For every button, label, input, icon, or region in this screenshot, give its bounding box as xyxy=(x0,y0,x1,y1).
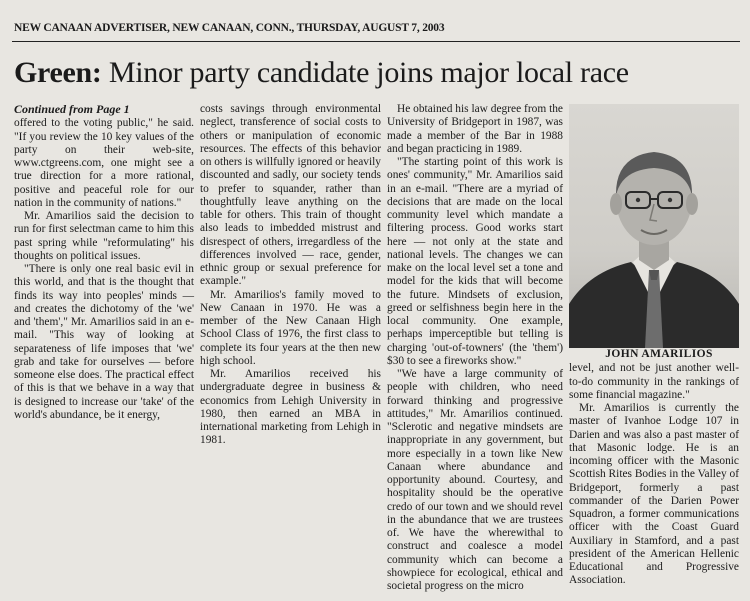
paragraph: Mr. Amarilios's family moved to New Canaan in 1970. He was a member of the New Canaan High School Class of 1976, the first class to complete its four years at the then new high school. xyxy=(200,288,381,367)
portrait-illustration xyxy=(569,104,739,348)
continued-from-label: Continued from Page 1 xyxy=(14,102,130,116)
dateline: NEW CANAAN ADVERTISER, NEW CANAAN, CONN., THURSDAY, AUGUST 7, 2003 xyxy=(14,22,445,34)
paragraph: He obtained his law degree from the University of Bridgeport in 1987, was made a member of the Bar in 1988 and began practicing in 1989. xyxy=(387,103,563,155)
headline-title: Minor party candidate joins major local race xyxy=(108,56,629,89)
header-rule xyxy=(12,41,740,42)
paragraph: Mr. Amarilios received his undergraduate degree in business & economics from Lehigh University in 1980, then earned an MBA in international marketing from Lehigh in 1981. xyxy=(200,368,381,447)
article-column-4 xyxy=(569,104,739,588)
portrait-photo xyxy=(569,104,739,348)
paragraph: costs savings through environmental neglect, transference of social costs to others or manipulation of economic resources. The effects of this behavior on others is willfully ignored or heavily discounted and sadly, our society tends to prefer to squander, rather than thoughtfully leave anything on the table for others. This train of thought also leads to imbedded mistrust and disrespect of others, irregardless of the differences involved — race, gender, ethnic group or sexual preference for example." xyxy=(200,103,381,288)
photo-caption: JOHN AMARILIOS xyxy=(605,348,713,360)
paragraph: Mr. Amarilios said the decision to run for first selectman came to him this past spring while "reformulating" his thoughts on political issues. xyxy=(14,210,194,262)
headline xyxy=(14,56,740,90)
article-column-2 xyxy=(200,103,381,448)
paragraph: "The starting point of this work is ones' community," Mr. Amarilios said in an e-mail. "There are a myriad of decisions that are made on the local community level which mandate a filtering process. Good works start here — not only at the state and national levels. The changes we can make on the local level set a tone and model for the kids that will become the future. Mindsets of exclusion, greed or selfishness begin here in the local community. One example, perhaps imperceptible but telling is charging 'out-of-towners' (the 'them') $30 to see a fireworks show." xyxy=(387,156,563,367)
paragraph: "We have a large community of people with children, who need forward thinking and progressive attitudes," Mr. Amarilios continued. "Sclerotic and negative mindsets are inappropriate in any government, but more especially in a town like New Canaan where abundance and opportunity abound. Courtesy, and hospitality should be the operative credo of our town and we should revel in the abundance that we are trustees of. We have the wherewithal to construct and coalesce a model community which can become a showpiece for ecological, ethical and societal progress on the micro xyxy=(387,368,563,592)
headline-kicker: Green: xyxy=(14,56,102,89)
paragraph: "There is only one real basic evil in this world, and that is the thought that finds its way into peoples' minds — and creates the dichotomy of the 'we' and 'them'," Mr. Amarilios said in an e-mail. "This way of looking at separateness of life imposes that 'we' grab and take for ourselves — before someone else does. The practical effect of this is that we behave in a way that is designed to increase our 'take' of the world's abundance, be it energy, xyxy=(14,263,194,421)
paragraph: offered to the voting public," he said. "If you review the 10 key values of the party on their web-site, www.ctgreens.com, one might see a true direction for a more rational, positive and peaceful role for our nation in the community of nations." xyxy=(14,117,194,209)
article-column-3 xyxy=(387,103,563,593)
article-column-1 xyxy=(14,103,194,422)
paragraph: Mr. Amarilios is currently the master of Ivanhoe Lodge 107 in Darien and was also a past master of that Masonic lodge. He is an incoming officer with the Masonic Scottish Rites Bodies in the Valley of Bridgeport, formerly a past commander of the Darien Power Squadron, a former communications officer with the Coast Guard Auxiliary in Stamford, and a past president of the American Hellenic Educational and Progressive Association. xyxy=(569,402,740,587)
paragraph: level, and not be just another well-to-do community in the rankings of some financial magazine." xyxy=(569,362,739,401)
